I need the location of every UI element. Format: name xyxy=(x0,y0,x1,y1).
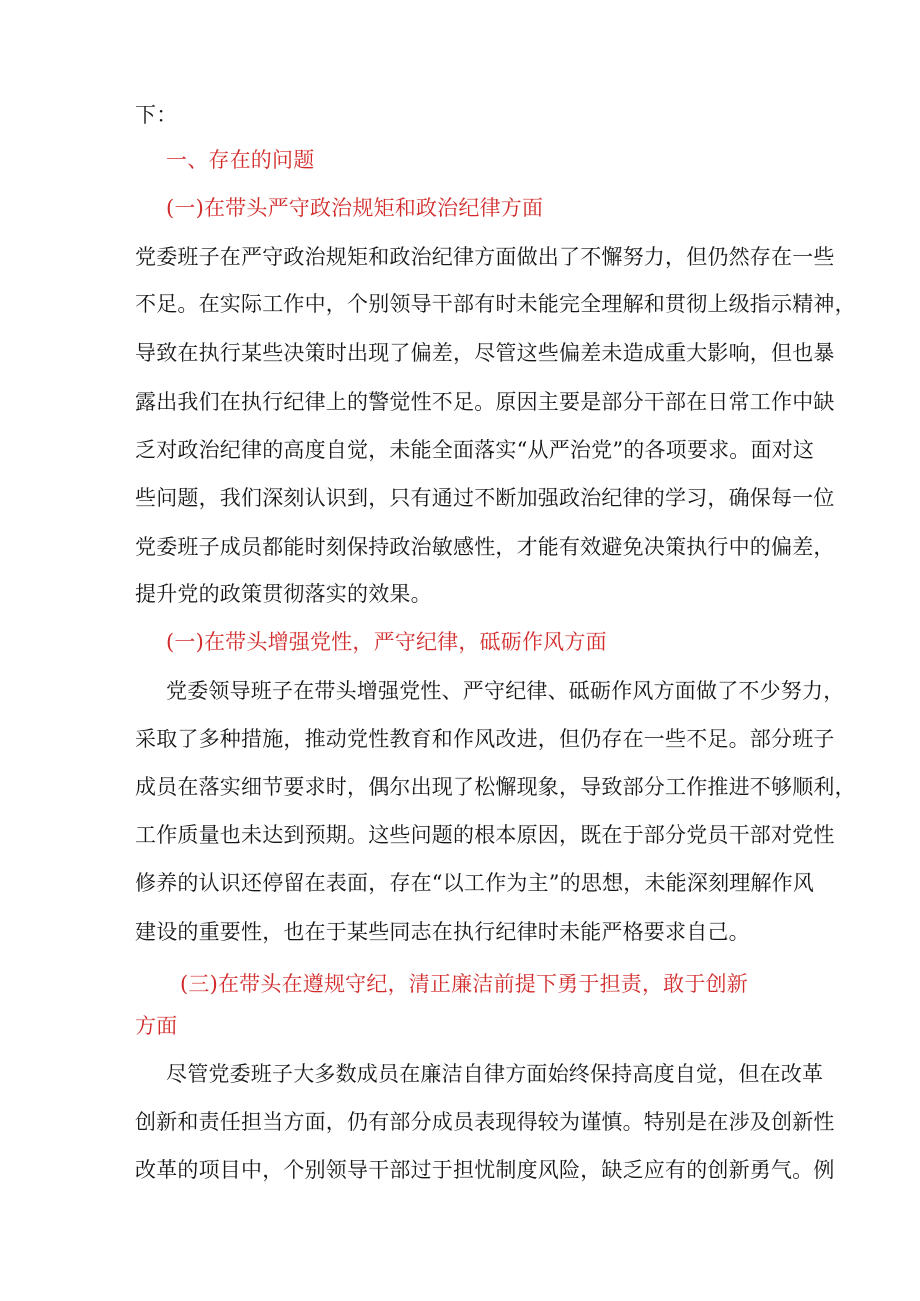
paragraph-1-line-2: 不足。在实际工作中，个别领导干部有时未能完全理解和贯彻上级指示精神， xyxy=(135,292,856,316)
paragraph-2-line-6: 建设的重要性，也在于某些同志在执行纪律时未能严格要求自己。 xyxy=(135,920,750,944)
subheading-3-line-2: 方面 xyxy=(135,1014,178,1038)
paragraph-1-line-7: 党委班子成员都能时刻保持政治敏感性，才能有效避免决策执行中的偏差， xyxy=(135,535,835,559)
paragraph-2-line-1: 党委领导班子在带头增强党性、严守纪律、砥砺作风方面做了不少努力， xyxy=(166,679,845,703)
paragraph-1-line-6: 些问题，我们深刻认识到，只有通过不断加强政治纪律的学习，确保每一位 xyxy=(135,486,835,510)
paragraph-3-line-3: 改革的项目中，个别领导干部过于担忧制度风险，缺乏应有的创新勇气。例 xyxy=(135,1158,835,1182)
subheading-1: (一)在带头严守政治规矩和政治纪律方面 xyxy=(166,196,544,220)
subheading-2: (一)在带头增强党性，严守纪律，砥砺作风方面 xyxy=(166,630,607,654)
paragraph-1-line-3: 导致在执行某些决策时出现了偏差，尽管这些偏差未造成重大影响，但也暴 xyxy=(135,341,835,365)
paragraph-1-line-1: 党委班子在严守政治规矩和政治纪律方面做出了不懈努力，但仍然存在一些 xyxy=(135,245,835,269)
paragraph-2-line-4: 工作质量也未达到预期。这些问题的根本原因，既在于部分党员干部对党性 xyxy=(135,823,835,847)
paragraph-2-line-5: 修养的认识还停留在表面，存在“以工作为主”的思想，未能深刻理解作风 xyxy=(135,871,815,895)
intro-tail-line: 下： xyxy=(135,103,178,127)
paragraph-1-line-8: 提升党的政策贯彻落实的效果。 xyxy=(135,582,432,606)
paragraph-2-line-2: 采取了多种措施，推动党性教育和作风改进，但仍存在一些不足。部分班子 xyxy=(135,727,835,751)
paragraph-3-line-1: 尽管党委班子大多数成员在廉洁自律方面始终保持高度自觉，但在改革 xyxy=(166,1062,824,1086)
paragraph-2-line-3: 成员在落实细节要求时，偶尔出现了松懈现象，导致部分工作推进不够顺利， xyxy=(135,775,856,799)
subheading-3-line-1: (三)在带头在遵规守纪，清正廉洁前提下勇于担责，敢于创新 xyxy=(180,972,748,996)
paragraph-1-line-5: 乏对政治纪律的高度自觉，未能全面落实“从严治党”的各项要求。面对这 xyxy=(135,438,815,462)
section-heading: 一、存在的问题 xyxy=(166,148,315,172)
paragraph-3-line-2: 创新和责任担当方面，仍有部分成员表现得较为谨慎。特别是在涉及创新性 xyxy=(135,1110,835,1134)
paragraph-1-line-4: 露出我们在执行纪律上的警觉性不足。原因主要是部分干部在日常工作中缺 xyxy=(135,390,835,414)
